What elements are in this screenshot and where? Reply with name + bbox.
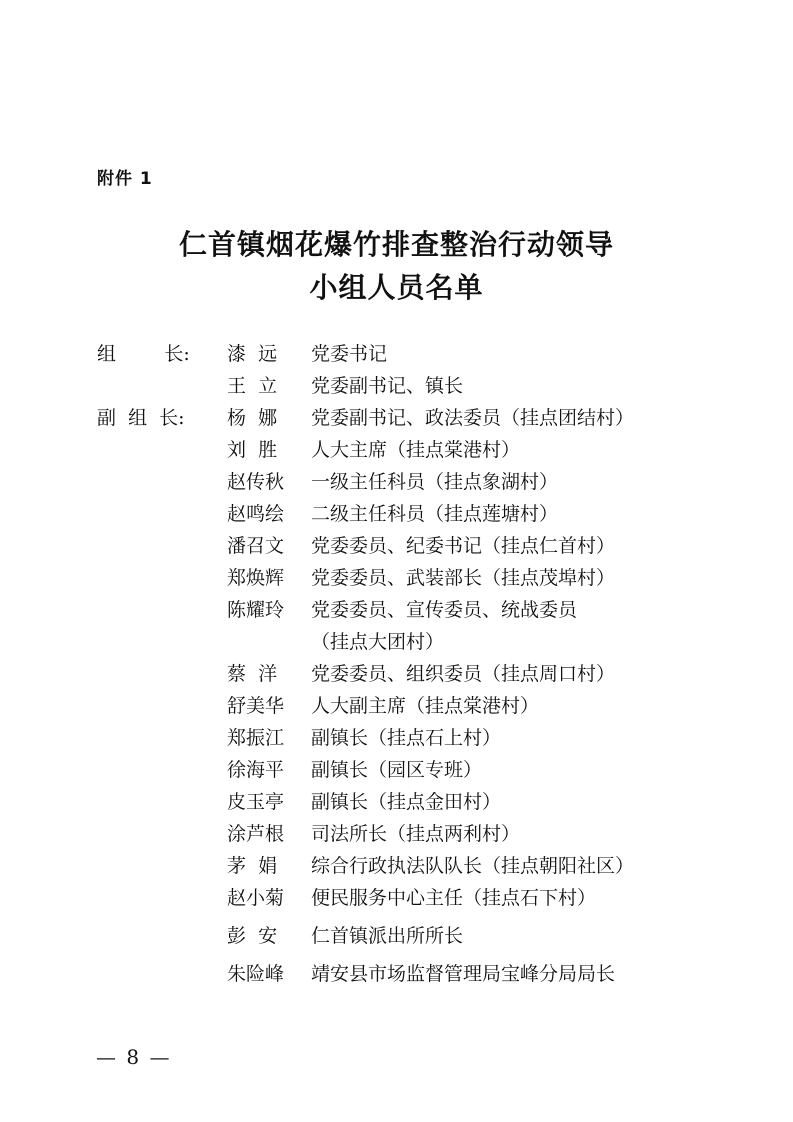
member-row — [0, 498, 793, 530]
member-name: 徐海平 — [227, 759, 285, 781]
member-duty: 仁首镇派出所所长 — [311, 925, 464, 947]
member-name: 舒美华 — [227, 695, 285, 717]
member-row — [0, 370, 793, 402]
member-row — [0, 402, 793, 434]
member-duty: 党委委员、武装部长（挂点茂埠村） — [311, 567, 616, 589]
member-duty: 一级主任科员（挂点象湖村） — [311, 471, 559, 493]
member-duty: （挂点大团村） — [311, 631, 445, 653]
member-name: 茅 娟 — [227, 855, 278, 877]
member-name: 刘 胜 — [227, 439, 278, 461]
member-row — [0, 690, 793, 722]
member-name: 潘召文 — [227, 535, 285, 557]
member-row — [0, 754, 793, 786]
member-name: 郑焕辉 — [227, 567, 285, 589]
member-duty: 副镇长（挂点石上村） — [311, 727, 502, 749]
member-duty: 党委副书记、镇长 — [311, 375, 464, 397]
member-name: 涂芦根 — [227, 823, 285, 845]
member-role: 副 组 长: — [97, 407, 185, 429]
member-row — [0, 530, 793, 562]
member-name: 皮玉亭 — [227, 791, 285, 813]
member-name: 赵小菊 — [227, 887, 285, 909]
member-row — [0, 920, 793, 958]
page-number: — 8 — — [96, 1045, 172, 1069]
member-row — [0, 658, 793, 690]
member-row — [0, 958, 793, 990]
member-role: 组 长: — [97, 343, 190, 365]
member-duty: 二级主任科员（挂点莲塘村） — [311, 503, 559, 525]
member-name: 蔡 洋 — [227, 663, 278, 685]
member-duty: 党委委员、组织委员（挂点周口村） — [311, 663, 616, 685]
member-row-continuation — [0, 626, 793, 658]
member-row — [0, 434, 793, 466]
member-row — [0, 594, 793, 626]
member-duty: 党委副书记、政法委员（挂点团结村） — [311, 407, 635, 429]
member-name: 赵鸣绘 — [227, 503, 285, 525]
member-list — [0, 338, 793, 990]
member-duty: 人大主席（挂点棠港村） — [311, 439, 521, 461]
member-row — [0, 722, 793, 754]
member-duty: 党委书记 — [311, 343, 388, 365]
member-row — [0, 466, 793, 498]
member-row — [0, 818, 793, 850]
member-name: 漆 远 — [227, 343, 278, 365]
member-duty: 综合行政执法队队长（挂点朝阳社区） — [311, 855, 635, 877]
member-row — [0, 562, 793, 594]
member-row — [0, 338, 793, 370]
member-name: 杨 娜 — [227, 407, 278, 429]
member-name: 王 立 — [227, 375, 278, 397]
member-row — [0, 850, 793, 882]
document-subtitle: 小组人员名单 — [309, 271, 484, 304]
member-name: 彭 安 — [227, 925, 278, 947]
member-duty: 副镇长（园区专班） — [311, 759, 483, 781]
member-row — [0, 786, 793, 818]
member-name: 赵传秋 — [227, 471, 285, 493]
member-duty: 便民服务中心主任（挂点石下村） — [311, 887, 597, 909]
member-duty: 人大副主席（挂点棠港村） — [311, 695, 540, 717]
member-duty: 党委委员、纪委书记（挂点仁首村） — [311, 535, 616, 557]
document-title: 仁首镇烟花爆竹排查整治行动领导 — [178, 228, 614, 261]
member-duty: 副镇长（挂点金田村） — [311, 791, 502, 813]
member-name: 陈耀玲 — [227, 599, 285, 621]
member-name: 郑振江 — [227, 727, 285, 749]
member-row — [0, 882, 793, 920]
member-duty: 司法所长（挂点两利村） — [311, 823, 521, 845]
attachment-label: 附件 1 — [97, 169, 153, 189]
member-duty: 靖安县市场监督管理局宝峰分局局长 — [311, 963, 616, 985]
member-duty: 党委委员、宣传委员、统战委员 — [311, 599, 578, 621]
member-name: 朱险峰 — [227, 963, 285, 985]
